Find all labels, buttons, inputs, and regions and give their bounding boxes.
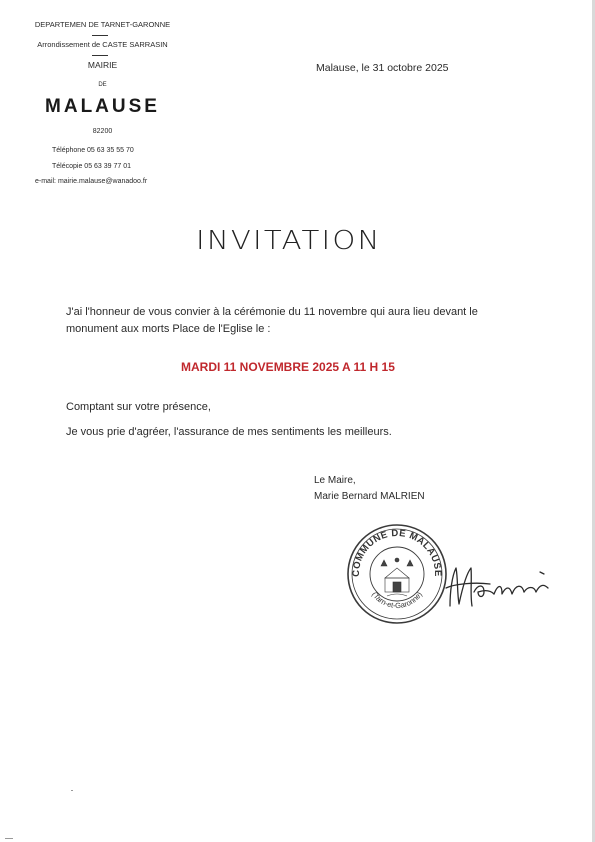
telecopie: Télécopie 05 63 39 77 01 <box>52 163 132 170</box>
email: e-mail: mairie.malause@wanadoo.fr <box>35 178 148 185</box>
document-title: INVITATION <box>196 226 382 256</box>
divider <box>92 35 108 36</box>
de-label: DE <box>98 82 107 88</box>
town-name: MALAUSE <box>45 96 160 117</box>
seal-bottom-text: (Tarn-et-Garonne) <box>370 590 424 611</box>
svg-text:COMMUNE DE MALAUSE <box>351 528 443 577</box>
handwritten-signature <box>444 562 556 618</box>
seal-top-text: COMMUNE DE MALAUSE <box>350 527 444 577</box>
invitation-intro: J'ai l'honneur de vous convier à la cérémonie du 11 novembre qui aura lieu devant le monument aux morts Place de l'Eglise le : <box>66 306 478 335</box>
closing-line-1: Comptant sur votre présence, <box>66 401 211 413</box>
official-seal <box>345 522 449 626</box>
department-line: DEPARTEMEN DE TARNET-GARONNE <box>34 20 171 29</box>
mayor-role: Le Maire, <box>314 475 356 486</box>
scan-speck <box>5 838 13 839</box>
closing-line-2: Je vous prie d'agréer, l'assurance de mes sentiments les meilleurs. <box>66 426 392 438</box>
event-datetime: MARDI 11 NOVEMBRE 2025 A 11 H 15 <box>181 360 395 374</box>
scan-speck <box>71 790 73 791</box>
postcode: 82200 <box>92 128 113 135</box>
mairie-label: MAIRIE <box>87 60 118 70</box>
place-date: Malause, le 31 octobre 2025 <box>316 62 449 74</box>
svg-text:(Tarn-et-Garonne) <box>370 590 424 610</box>
mayor-name: Marie Bernard MALRIEN <box>314 491 425 502</box>
telephone: Téléphone 05 63 35 55 70 <box>52 147 134 154</box>
arrondissement-line: Arrondissement de CASTE SARRASIN <box>37 40 168 49</box>
divider <box>92 55 108 56</box>
